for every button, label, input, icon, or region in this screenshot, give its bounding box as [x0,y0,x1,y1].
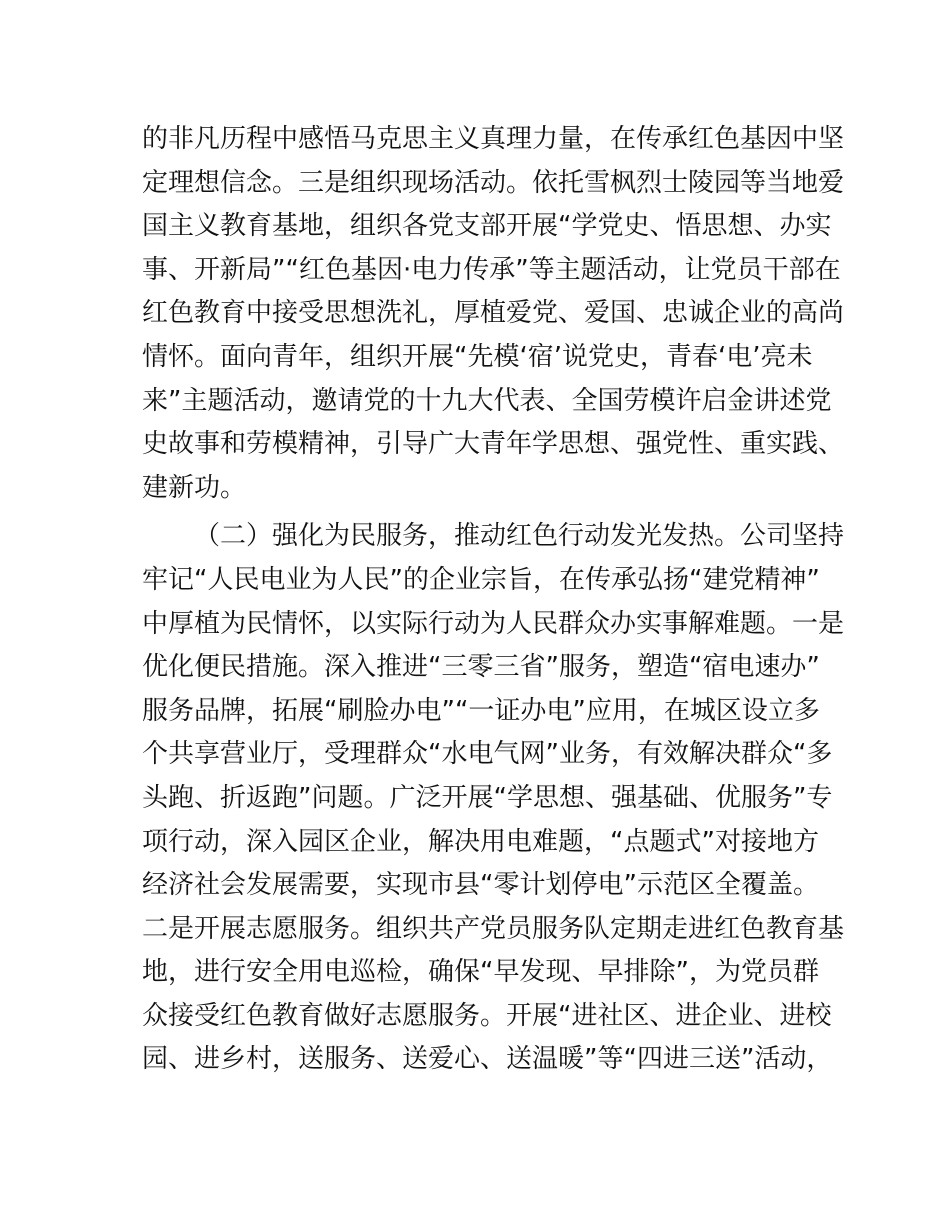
text-line: 牢记“人民电业为人民”的企业宗旨，在传承弘扬“建党精神” [142,564,820,595]
text-line: 优化便民措施。深入推进“三零三省”服务，塑造“宿电速办” [142,652,820,683]
text-line: 众接受红色教育做好志愿服务。开展“进社区、进企业、进校 [142,1000,832,1031]
text-line: 定理想信念。三是组织现场活动。依托雪枫烈士陵园等当地爱 [142,167,845,198]
text-line: 史故事和劳模精神，引导广大青年学思想、强党性、重实践、 [142,429,845,460]
paragraph [142,515,845,1082]
text-line: 红色教育中接受思想洗礼，厚植爱党、爱国、忠诚企业的高尚 [142,298,845,329]
text-line: 项行动，深入园区企业，解决用电难题，“点题式”对接地方 [142,826,819,857]
text-line: 服务品牌，拓展“刷脸办电”“一证办电”应用，在城区设立多 [142,695,820,726]
text-line: 建新功。 [142,472,247,503]
text-line: 经济社会发展需要，实现市县“零计划停电”示范区全覆盖。 [142,870,819,901]
document-body [142,118,845,1082]
text-line: 的非凡历程中感悟马克思主义真理力量，在传承红色基因中坚 [142,124,845,154]
text-line: 来”主题活动，邀请党的十九大代表、全国劳模许启金讲述党 [142,385,832,416]
text-line: 园、进乡村，送服务、送爱心、送温暖”等“四进三送”活动， [142,1044,833,1075]
text-line: 中厚植为民情怀，以实际行动为人民群众办实事解难题。一是 [142,608,845,639]
paragraph [142,118,845,510]
text-line: 事、开新局”“红色基因·电力传承”等主题活动，让党员干部在 [142,254,841,285]
text-line: （二）强化为民服务，推动红色行动发光发热。公司坚持 [194,521,845,552]
text-line: 情怀。面向青年，组织开展“先模‘宿’说党史，青春‘电’亮未 [142,341,813,372]
text-line: 地，进行安全用电巡检，确保“早发现、早排除”，为党员群 [142,957,819,988]
text-line: 头跑、折返跑”问题。广泛开展“学思想、强基础、优服务”专 [142,782,833,813]
text-line: 二是开展志愿服务。组织共产党员服务队定期走进红色教育基 [142,913,845,944]
text-line: 个共享营业厅，受理群众“水电气网”业务，有效解决群众“多 [142,739,833,770]
text-line: 国主义教育基地，组织各党支部开展“学党史、悟思想、办实 [142,211,832,242]
